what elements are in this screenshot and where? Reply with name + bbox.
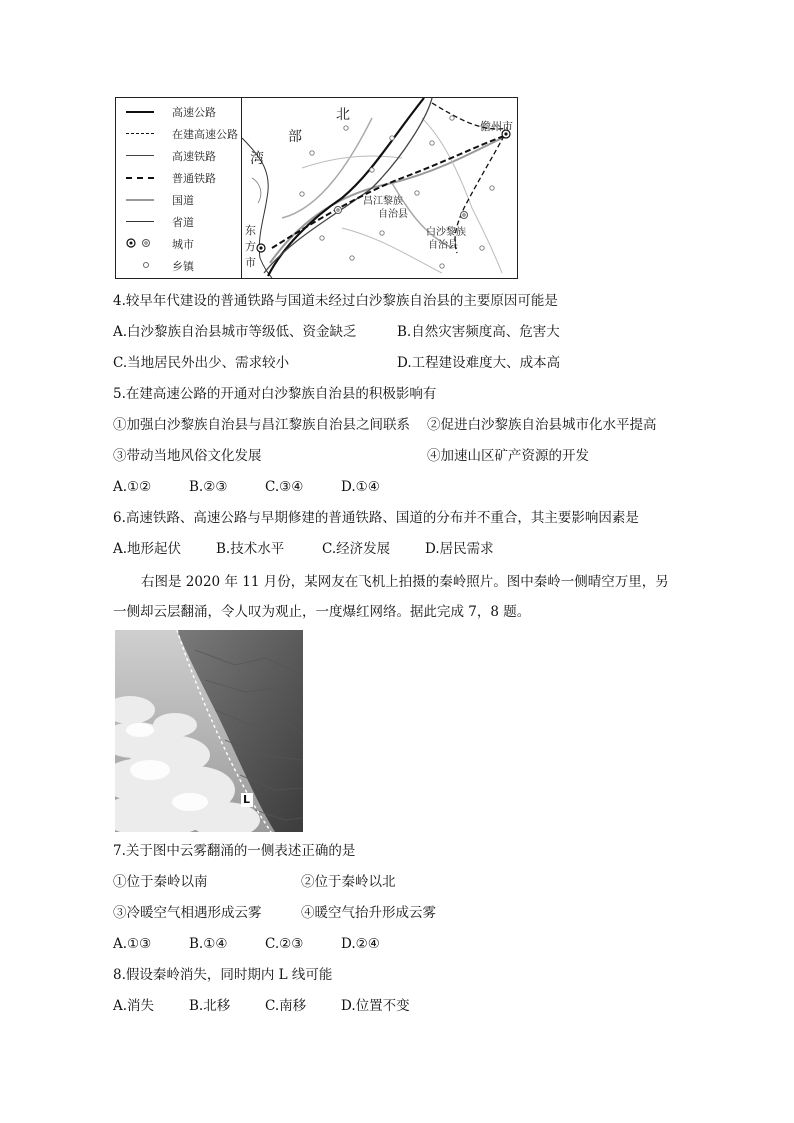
legend-label: 城市 — [172, 238, 194, 251]
q5-option-d: D.①④ — [341, 479, 380, 495]
q7-item-2: ②位于秦岭以北 — [301, 874, 396, 890]
q7-option-d: D.②④ — [341, 936, 380, 952]
intro-line-2: 一侧却云层翻涌，令人叹为观止，一度爆红网络。据此完成 7，8 题。 — [113, 604, 531, 620]
q7-option-b: B.①④ — [189, 936, 228, 952]
q5-option-c: C.③④ — [265, 479, 304, 495]
provincial-road — [472, 208, 502, 273]
coast-detail — [252, 178, 261, 203]
high-speed-rail — [264, 98, 432, 273]
map-label-dongfang-1: 东 — [245, 224, 256, 237]
legend-railway — [116, 168, 242, 188]
provincial-road — [302, 156, 402, 168]
q6-stem: 6.高速铁路、高速公路与早期修建的普通铁路、国道的分布并不重合，其主要影响因素是 — [113, 510, 639, 526]
q5-item-4: ④加速山区矿产资源的开发 — [427, 448, 589, 464]
map-label-changjiang-1: 昌江黎族 — [363, 196, 403, 207]
q4-option-b: B.自然灾害频度高、危害大 — [397, 324, 560, 340]
map-label-baisha-1: 白沙黎族 — [426, 227, 466, 238]
q7-stem: 7.关于图中云雾翻涌的一侧表述正确的是 — [113, 843, 356, 859]
provincial-road — [422, 118, 472, 208]
legend-town — [116, 256, 242, 276]
map-label-dongfang-2: 方 — [245, 240, 256, 253]
legend-label: 国道 — [172, 194, 194, 207]
city-dongfang-icon — [257, 244, 265, 252]
legend-high-speed-rail — [116, 146, 242, 166]
map-label-bu: 部 — [288, 129, 302, 145]
map-legend — [116, 98, 242, 278]
q6-option-d: D.居民需求 — [425, 541, 494, 557]
l-line-marker: L — [243, 793, 251, 806]
legend-label: 乡镇 — [172, 260, 194, 273]
q5-option-a: A.①② — [113, 479, 152, 495]
q5-item-1: ①加强白沙黎族自治县与昌江黎族自治县之间联系 — [113, 417, 410, 433]
map-label-changjiang-2: 自治县 — [378, 209, 408, 220]
town-icon — [126, 259, 154, 271]
q4-option-c: C.当地居民外出少、需求较小 — [113, 355, 290, 371]
q7-option-c: C.②③ — [265, 936, 304, 952]
map-label-wan: 湾 — [250, 151, 264, 167]
intro-line-1: 右图是 2020 年 11 月份，某网友在飞机上拍摄的秦岭照片。图中秦岭一侧晴空万里，另 — [141, 574, 669, 590]
legend-expressway — [116, 102, 242, 122]
legend-label: 省道 — [172, 216, 194, 229]
q5-stem: 5.在建高速公路的开通对白沙黎族自治县的积极影响有 — [113, 386, 437, 402]
map-label-dongfang-3: 市 — [245, 256, 256, 269]
q5-item-3: ③带动当地风俗文化发展 — [113, 448, 262, 464]
q8-stem: 8.假设秦岭消失，同时期内 L 线可能 — [113, 967, 333, 983]
city-icon — [126, 237, 154, 249]
q4-option-d: D.工程建设难度大、成本高 — [397, 355, 561, 371]
legend-label: 在建高速公路 — [172, 128, 238, 141]
expressway — [268, 98, 424, 276]
legend-label: 高速铁路 — [172, 150, 216, 163]
dash-rail-symbol — [126, 177, 154, 179]
q7-option-a: A.①③ — [113, 936, 152, 952]
map-area — [242, 98, 517, 278]
q4-option-a: A.白沙黎族自治县城市等级低、资金缺乏 — [113, 324, 357, 340]
map-figure — [115, 97, 518, 279]
map-label-bei: 北 — [336, 107, 350, 123]
legend-city — [116, 234, 242, 254]
qinling-photo — [115, 630, 303, 832]
qinling-photo-image — [115, 630, 303, 832]
q7-item-3: ③冷暖空气相遇形成云雾 — [113, 905, 262, 921]
q4-stem: 4.较早年代建设的普通铁路与国道未经过白沙黎族自治县的主要原因可能是 — [113, 293, 558, 309]
legend-national-road — [116, 190, 242, 210]
q7-item-1: ①位于秦岭以南 — [113, 874, 208, 890]
q5-item-2: ②促进白沙黎族自治县城市化水平提高 — [427, 417, 657, 433]
q6-option-a: A.地形起伏 — [113, 541, 182, 557]
q8-option-c: C.南移 — [265, 998, 307, 1014]
map-label-danzhou: 儋州市 — [480, 120, 513, 133]
q8-option-d: D.位置不变 — [341, 998, 410, 1014]
gray-line-symbol — [126, 199, 154, 201]
q8-option-b: B.北移 — [189, 998, 231, 1014]
thin-line-symbol — [126, 221, 154, 222]
q6-option-b: B.技术水平 — [216, 541, 285, 557]
city-baisha-icon — [461, 212, 468, 219]
legend-label: 普通铁路 — [172, 172, 216, 185]
q5-option-b: B.②③ — [189, 479, 228, 495]
map-label-baisha-2: 自治县 — [428, 240, 458, 251]
legend-expressway-under-construction — [116, 124, 242, 144]
q6-option-c: C.经济发展 — [322, 541, 391, 557]
dashed-line-symbol — [126, 133, 154, 134]
city-changjiang-icon — [335, 207, 342, 214]
q7-item-4: ④暖空气抬升形成云雾 — [301, 905, 436, 921]
legend-provincial-road — [116, 212, 242, 232]
legend-label: 高速公路 — [172, 106, 216, 119]
expressway-symbol — [126, 111, 154, 113]
rail-symbol — [126, 155, 154, 156]
q8-option-a: A.消失 — [113, 998, 155, 1014]
